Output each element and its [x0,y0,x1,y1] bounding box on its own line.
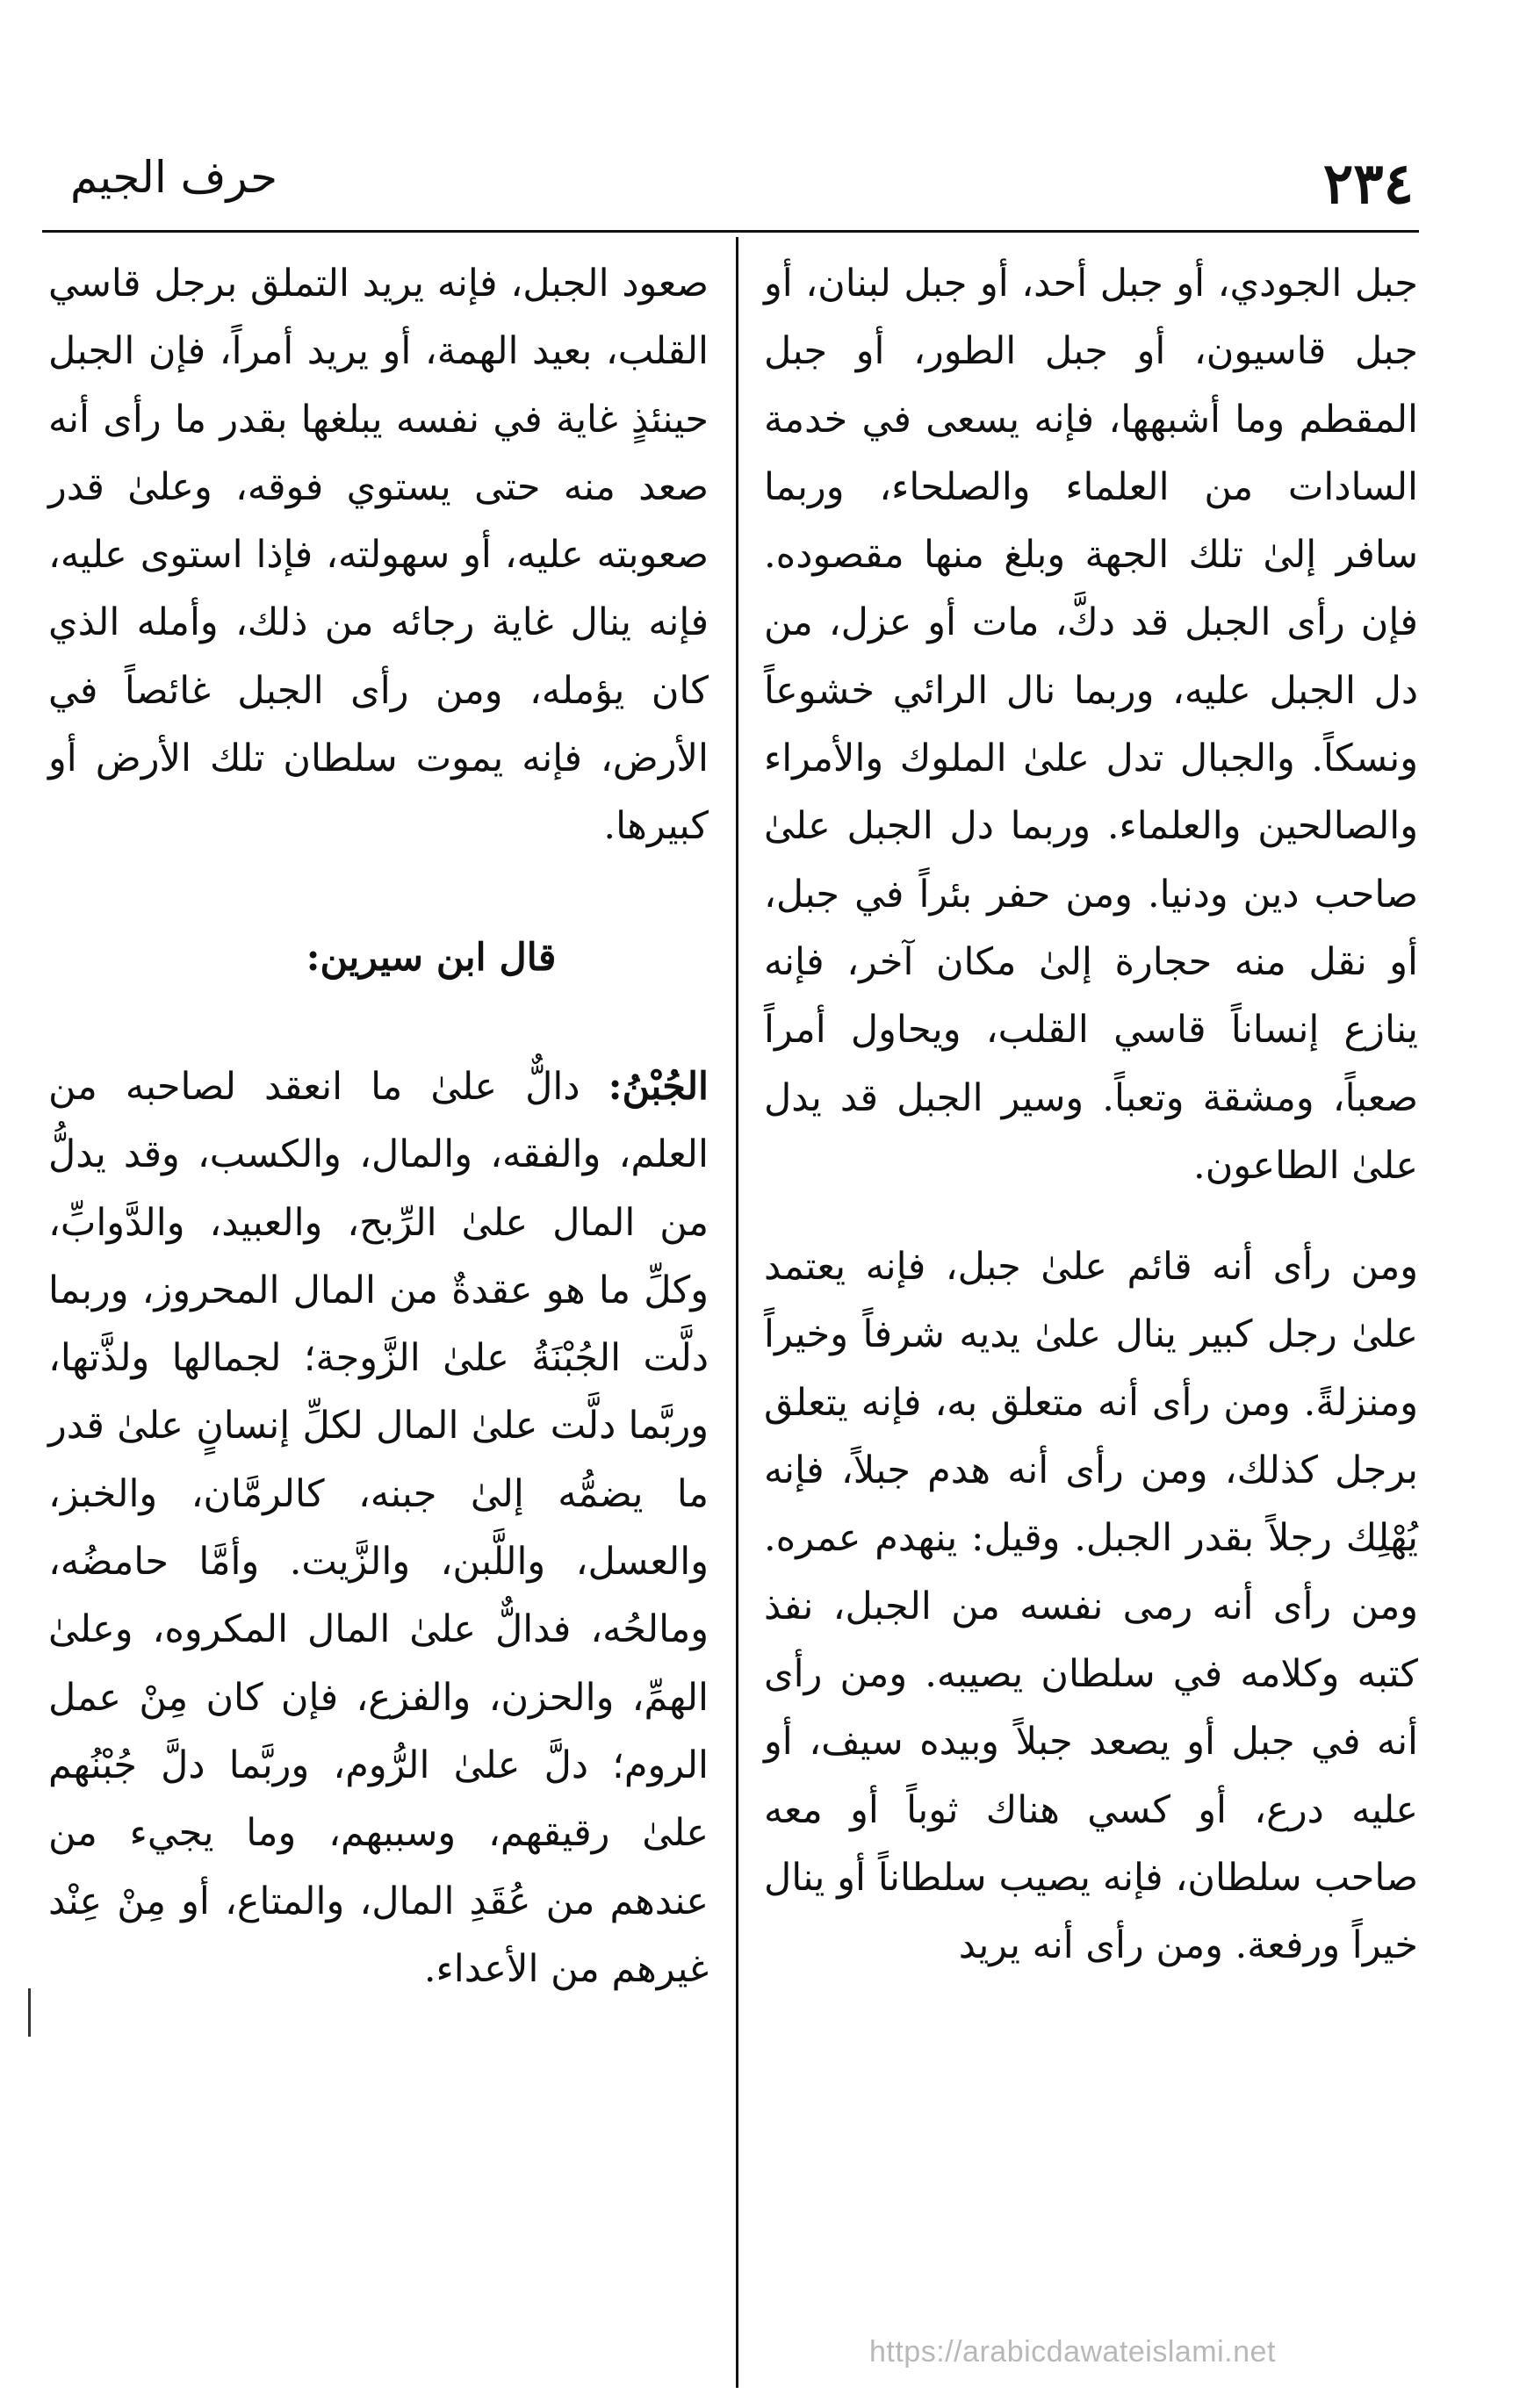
section-subheading: قال ابن سيرين: [306,935,557,980]
entry-term: الجُبْنُ: [608,1064,709,1109]
watermark-url: https://arabicdawateislami.net [869,2335,1276,2368]
header-rule [42,230,1419,233]
column-divider [736,237,738,2388]
left-paragraph-1: صعود الجبل، فإنه يريد التملق برجل قاسي القلب، بعيد الهمة، أو يريد أمراً، فإن الجبل حينئذٍ غاية في نفسه يبلغها بقدر ما رأى أنه صعد منه حتى يستوي فوقه، وعلىٰ قدر صعوبته عليه، أو سهولته، فإذا استوى عليه، فإنه ينال غاية رجائه من ذلك، وأمله الذي كان يؤمله، ومن رأى الجبل غائصاً في الأرض، فإنه يموت سلطان تلك الأرض أو كبيرها. [48,262,709,849]
right-column [764,250,1418,1980]
right-paragraph-1: جبل الجودي، أو جبل أحد، أو جبل لبنان، أو جبل قاسيون، أو جبل الطور، أو جبل المقطم وما أشبهها، فإنه يسعى في خدمة السادات من العلماء والصلحاء، وربما سافر إلىٰ تلك الجهة وبلغ منها مقصوده. فإن رأى الجبل قد دكَّ، مات أو عزل، من دل الجبل عليه، وربما نال الرائي خشوعاً ونسكاً. والجبال تدل علىٰ الملوك والأمراء والصالحين والعلماء. وربما دل الجبل علىٰ صاحب دين ودنيا. ومن حفر بئراً في جبل، أو نقل منه حجارة إلىٰ مكان آخر، فإنه ينازع إنساناً قاسي القلب، ويحاول أمراً صعباً، ومشقة وتعباً. وسير الجبل قد يدل علىٰ الطاعون. [764,262,1418,1188]
page-number: ٢٣٤ [1322,151,1414,217]
page-header [35,132,1414,237]
left-paragraph-2 [48,1053,709,2003]
right-paragraph-2: ومن رأى أنه قائم علىٰ جبل، فإنه يعتمد علىٰ رجل كبير ينال علىٰ يديه شرفاً وخيراً ومنزلةً. ومن رأى أنه متعلق به، فإنه يتعلق برجل كذلك، ومن رأى أنه هدم جبلاً، فإنه يُهْلِك رجلاً بقدر الجبل. وقيل: ينهدم عمره. ومن رأى أنه رمى نفسه من الجبل، نفذ كتبه وكلامه في سلطان يصيبه. ومن رأى أنه في جبل أو يصعد جبلاً وبيده سيف، أو عليه درع، أو كسي هناك ثوباً أو معه صاحب سلطان، فإنه يصيب سلطاناً أو ينال خيراً ورفعة. ومن رأى أنه يريد [764,1245,1418,1968]
left-column [48,250,709,2003]
running-title: حرف الجيم [70,152,277,203]
entry-body: دالٌّ علىٰ ما انعقد لصاحبه من العلم، والفقه، والمال، والكسب، وقد يدلُّ من المال علىٰ الرِّبح، والعبيد، والدَّوابِّ، وكلِّ ما هو عقدةٌ من المال المحروز، وربما دلَّت الجُبْنَةُ علىٰ الزَّوجة؛ لجمالها ولذَّتها، وربَّما دلَّت علىٰ المال لكلِّ إنسانٍ علىٰ قدر ما يضمُّه إلىٰ جبنه، كالرمَّان، والخبز، والعسل، واللَّبن، والزَّيت. وأمَّا حامضُه، ومالحُه، فدالٌّ علىٰ المال المكروه، وعلىٰ الهمِّ، والحزن، والفزع، فإن كان مِنْ عمل الروم؛ دلَّ علىٰ الرُّوم، وربَّما دلَّ جُبْنُهم علىٰ رقيقهم، وسببهم، وما يجيء من عندهم من عُقَدِ المال، والمتاع، أو مِنْ عِنْد غيرهم من الأعداء. [48,1064,709,1991]
margin-mark [28,1988,31,2037]
